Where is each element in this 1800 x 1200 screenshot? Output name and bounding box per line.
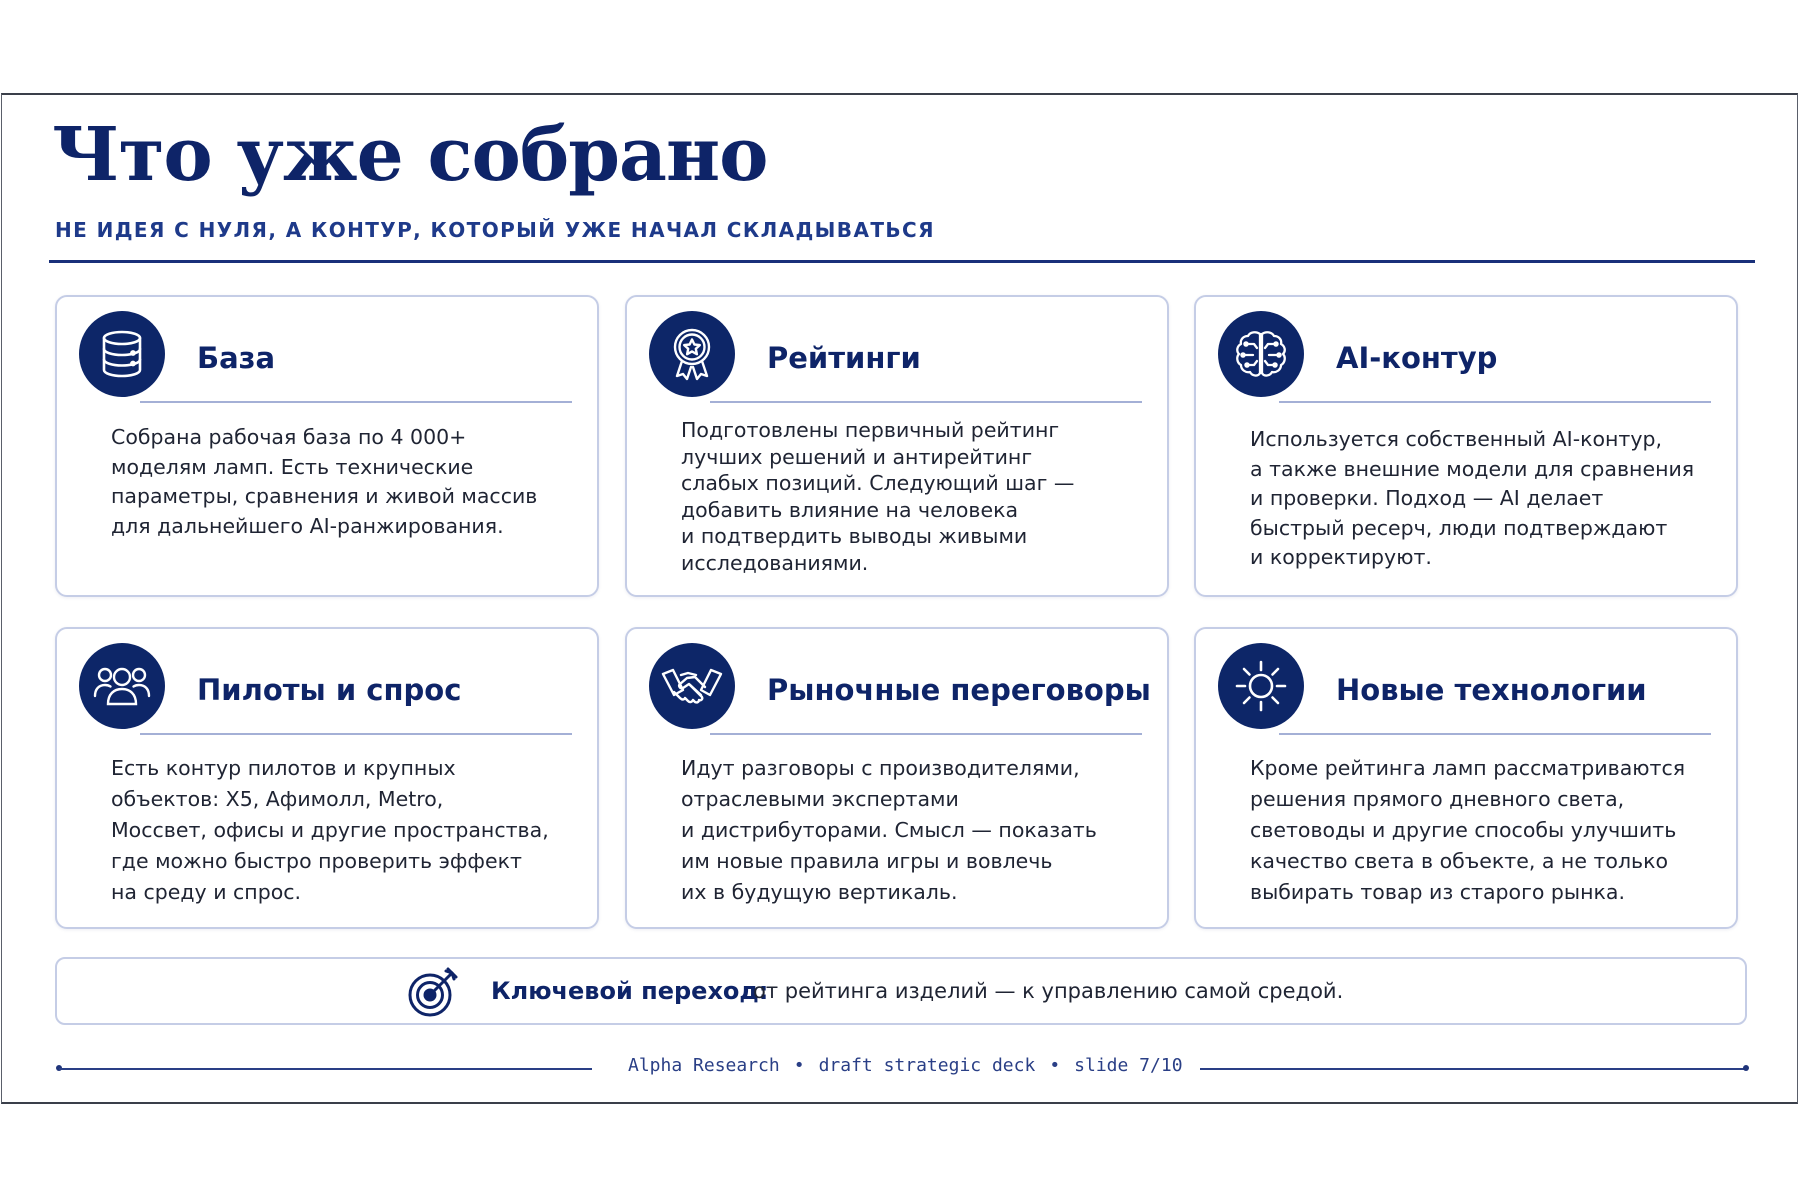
card-reytingi	[625, 295, 1169, 597]
card-divider	[1279, 733, 1711, 735]
key-transition-label: Ключевой переход:	[491, 977, 769, 1005]
footer-separator: •	[1049, 1055, 1061, 1076]
people-group-icon	[79, 643, 165, 729]
card-ai-kontur	[1194, 295, 1738, 597]
card-text: Идут разговоры с производителями, отраслевыми экспертами и дистрибуторами. Смысл — показать им новые правила игры и вовлечь их в будущую вертикаль.	[681, 756, 1097, 904]
footer-deck: draft strategic deck	[818, 1055, 1036, 1076]
card-text: Есть контур пилотов и крупных объектов: Х5, Афимолл, Metro, Моссвет, офисы и другие пространства, где можно быстро проверить эффект на среду и спрос.	[111, 756, 549, 904]
brain-circuit-icon	[1218, 311, 1304, 397]
key-transition-banner	[55, 957, 1747, 1025]
card-title: Пилоты и спрос	[197, 673, 462, 707]
card-title: AI-контур	[1336, 341, 1498, 375]
card-divider	[140, 401, 572, 403]
card-divider	[140, 733, 572, 735]
footer-separator: •	[793, 1055, 805, 1076]
card-title: Новые технологии	[1336, 673, 1647, 707]
card-divider	[710, 733, 1142, 735]
footer-org: Alpha Research	[628, 1055, 780, 1076]
footer-slide-number: slide 7/10	[1074, 1055, 1183, 1076]
card-rynochnye-peregovory	[625, 627, 1169, 929]
footer	[628, 1055, 1183, 1076]
card-novye-tehnologii	[1194, 627, 1738, 929]
card-divider	[710, 401, 1142, 403]
footer-right-dot	[1743, 1065, 1749, 1071]
page-title: Что уже собрано	[52, 112, 768, 198]
handshake-icon	[649, 643, 735, 729]
page-subtitle: НЕ ИДЕЯ С НУЛЯ, А КОНТУР, КОТОРЫЙ УЖЕ НАЧАЛ СКЛАДЫВАТЬСЯ	[55, 218, 935, 242]
key-transition-text: от рейтинга изделий — к управлению самой средой.	[753, 979, 1344, 1003]
card-baza	[55, 295, 599, 597]
title-divider	[49, 260, 1755, 263]
card-piloty-i-spros	[55, 627, 599, 929]
card-title: Рыночные переговоры	[767, 673, 1151, 707]
award-ribbon-icon	[649, 311, 735, 397]
sun-light-icon	[1218, 643, 1304, 729]
footer-right-line	[1200, 1068, 1747, 1070]
database-icon	[79, 311, 165, 397]
card-text: Используется собственный AI-контур, а также внешние модели для сравнения и проверки. Подход — AI делает быстрый ресерч, люди подтверждают и корректируют.	[1250, 427, 1695, 569]
card-title: Рейтинги	[767, 341, 921, 375]
card-text: Собрана рабочая база по 4 000+ моделям ламп. Есть технические параметры, сравнения и живой массив для дальнейшего AI-ранжирования.	[111, 425, 538, 538]
card-text: Кроме рейтинга ламп рассматриваются решения прямого дневного света, световоды и другие способы улучшить качество света в объекте, а не только выбирать товар из старого рынка.	[1250, 756, 1686, 904]
card-title: База	[197, 341, 276, 375]
card-divider	[1279, 401, 1711, 403]
card-text: Подготовлены первичный рейтинг лучших решений и антирейтинг слабых позиций. Следующий шаг — добавить влияние на человека и подтвердить выводы живыми исследованиями.	[681, 418, 1075, 575]
footer-left-line	[59, 1068, 592, 1070]
target-arrow-icon	[406, 965, 460, 1019]
slide	[1, 93, 1798, 1104]
